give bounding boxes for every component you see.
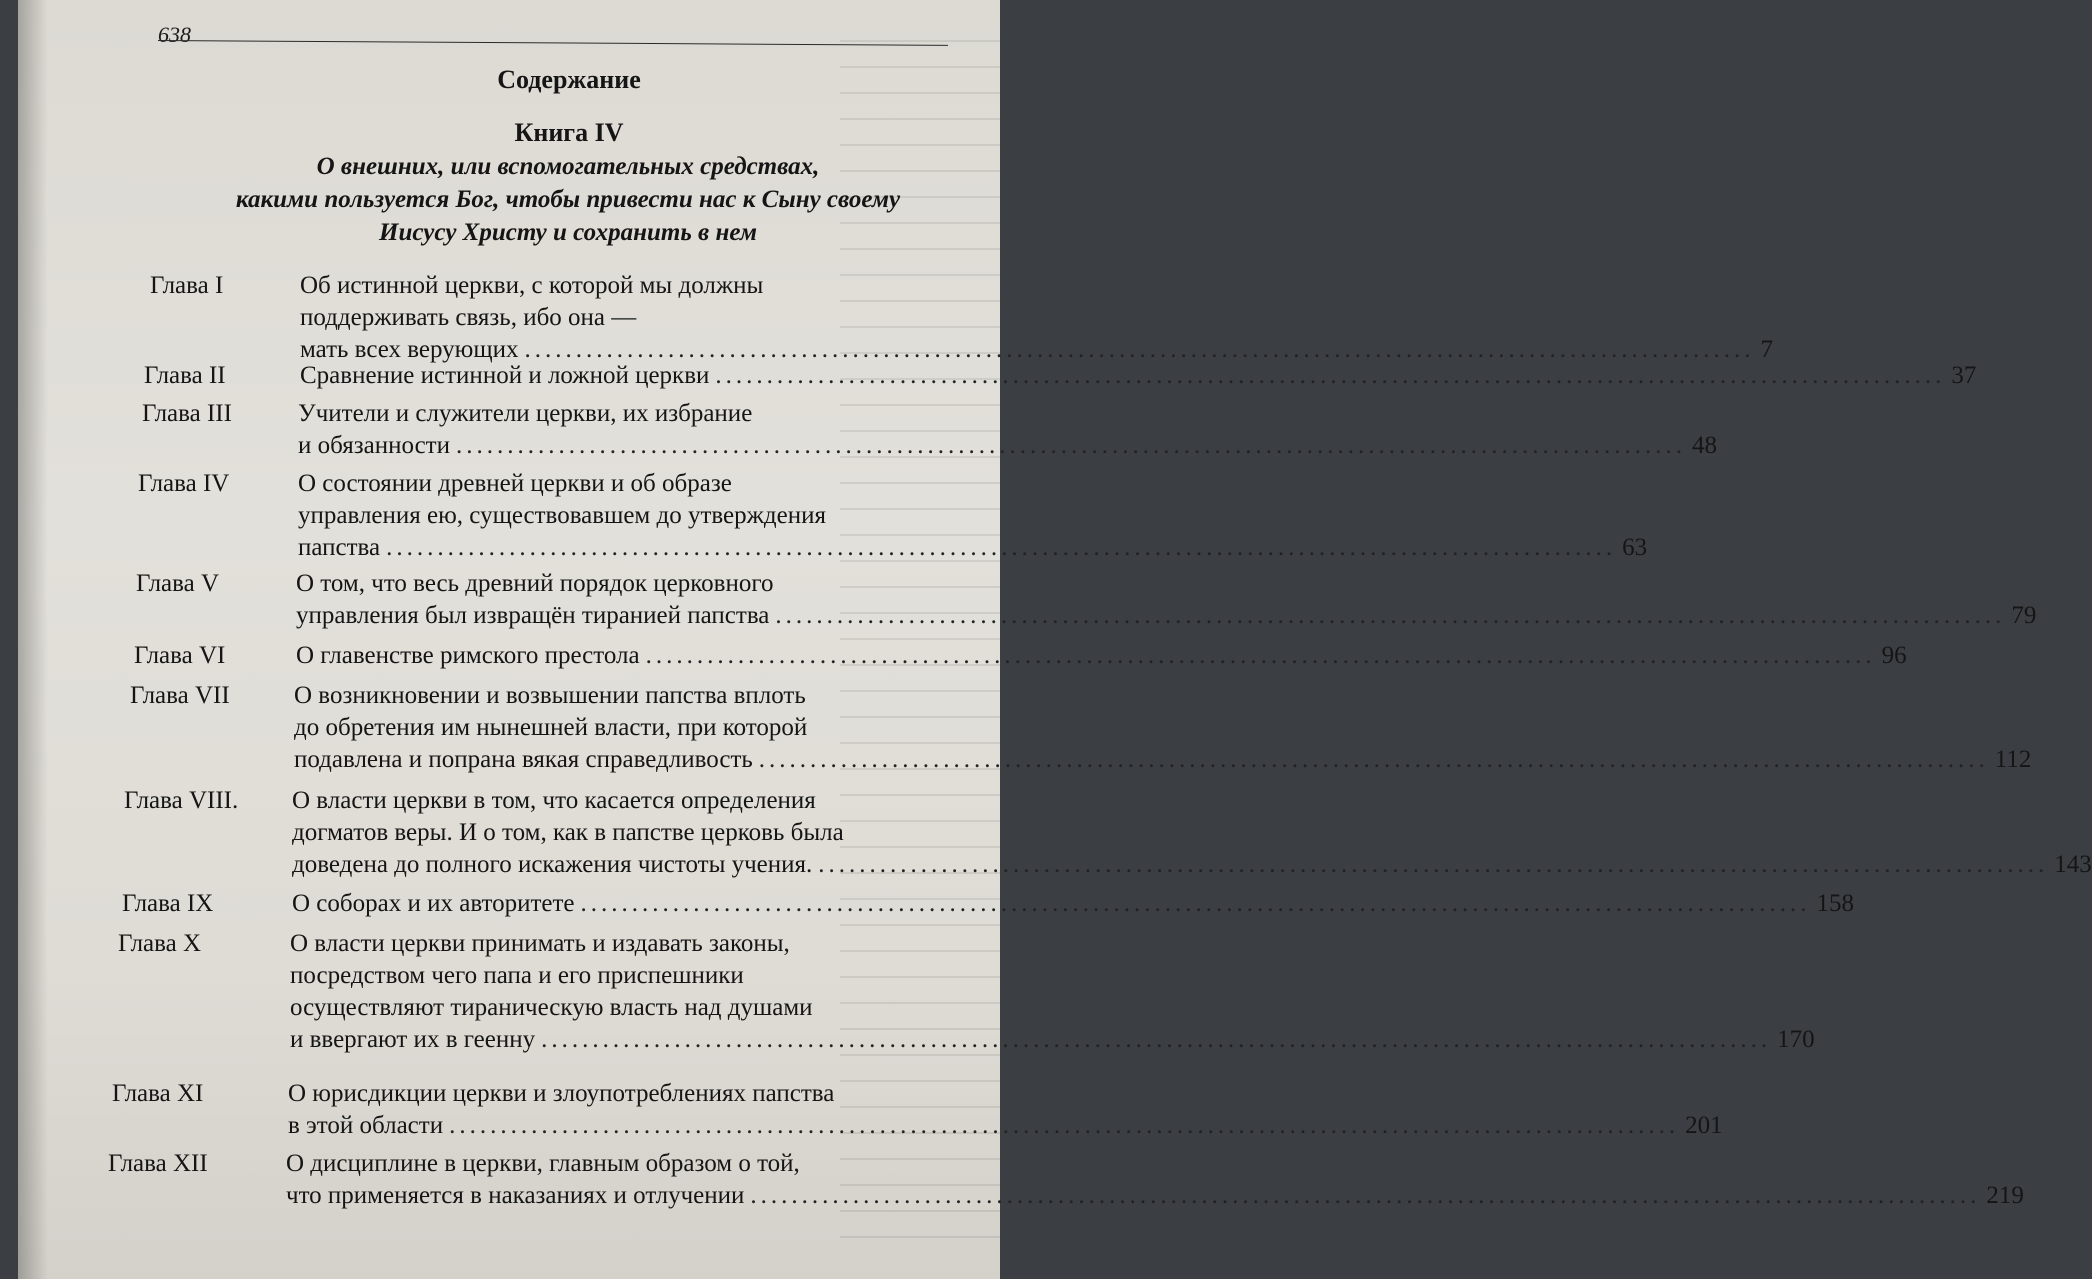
chapter-page-number: 170 [1777, 1026, 1815, 1053]
subtitle-line: О внешних, или вспомогательных средствах, [316, 153, 820, 180]
chapter-entry [300, 270, 1773, 366]
chapter-label: Глава X [118, 930, 202, 957]
chapter-title-last-line [298, 532, 1648, 564]
chapter-title-last-line [296, 640, 1907, 672]
chapter-title-line: мать всех верующих [300, 336, 519, 363]
chapter-title-line: поддерживать связь, ибо она — [300, 304, 637, 331]
chapter-label: Глава XI [112, 1080, 204, 1107]
chapter-title-line: осуществляют тираническую власть над душами [290, 994, 813, 1021]
chapter-page-number: 48 [1691, 432, 1717, 459]
dot-leader: ........................................................................................................................ [580, 890, 1811, 917]
chapter-title-line: Учители и служители церкви, их избрание [298, 400, 753, 427]
chapter-title-line: управления был извращён тиранией папства [296, 602, 770, 629]
book-title: Книга IV [514, 118, 624, 147]
chapter-label: Глава II [144, 362, 226, 389]
chapter-entry [296, 640, 1907, 672]
chapter-title-line: и ввергают их в геенну [290, 1026, 536, 1053]
chapter-label: Глава V [136, 570, 220, 597]
chapter-entry [298, 468, 1648, 564]
chapter-entry [298, 398, 1717, 462]
chapter-page-number: 158 [1816, 890, 1855, 917]
chapter-entry [288, 1078, 1723, 1142]
page-number: 638 [158, 22, 191, 47]
book-page [18, 0, 2092, 1279]
chapter-page-number: 96 [1881, 642, 1907, 669]
chapter-label: Глава XII [108, 1150, 208, 1177]
chapter-title-last-line [292, 888, 1855, 920]
chapter-title-last-line [296, 600, 2037, 632]
dot-leader: ........................................................................................................................ [758, 746, 1989, 773]
chapter-title-line: посредством чего папа и его приспешники [290, 962, 744, 989]
chapter-page-number: 201 [1685, 1112, 1723, 1139]
chapter-page-number: 112 [1994, 746, 2032, 773]
chapter-title-last-line [288, 1110, 1723, 1142]
chapter-label: Глава VIII. [124, 787, 239, 814]
table-of-contents [18, 0, 2092, 1279]
chapter-title-line: О состоянии древней церкви и об образе [298, 470, 732, 497]
chapter-title-line: О власти церкви в том, что касается определения [292, 787, 816, 814]
dot-leader: ........................................................................................................................ [524, 336, 1755, 363]
chapter-title-line: догматов веры. И о том, как в папстве церковь была [292, 819, 844, 846]
dot-leader: ........................................................................................................................ [455, 432, 1686, 459]
chapter-title-line: что применяется в наказаниях и отлучении [286, 1182, 745, 1209]
chapter-page-number: 143 [2054, 851, 2092, 878]
dot-leader: ........................................................................................................................ [541, 1026, 1772, 1053]
chapter-title-line: управления ею, существовавшем до утверждения [298, 502, 826, 529]
chapter-title-last-line [300, 360, 1977, 392]
chapter-title-last-line [294, 744, 2032, 776]
chapter-title-last-line [290, 1024, 1815, 1056]
chapter-title-line: О возникновении и возвышении папства вплоть [294, 682, 806, 709]
contents-title: Содержание [497, 65, 641, 94]
dot-leader: ........................................................................................................................ [645, 642, 1876, 669]
subtitle-line: Иисусу Христу и сохранить в нем [379, 219, 757, 246]
chapter-page-number: 79 [2011, 602, 2037, 629]
chapter-page-number: 7 [1760, 336, 1773, 363]
chapter-label: Глава I [150, 272, 224, 299]
chapter-title-last-line [292, 849, 2092, 881]
chapter-page-number: 37 [1951, 362, 1977, 389]
chapter-entry [296, 568, 2037, 632]
chapter-entry [292, 785, 2092, 881]
chapter-entry [290, 928, 1815, 1056]
chapter-title-line: и обязанности [298, 432, 450, 459]
chapter-entry [294, 680, 2032, 776]
chapter-title-line: О дисциплине в церкви, главным образом о той, [286, 1150, 800, 1177]
chapter-page-number: 219 [1986, 1182, 2024, 1209]
dot-leader: ........................................................................................................................ [715, 362, 1946, 389]
chapter-title-last-line [298, 430, 1717, 462]
chapter-entry [300, 360, 1977, 392]
chapter-entry [286, 1148, 2024, 1212]
chapter-title-line: папства [298, 534, 381, 561]
chapter-entry [292, 888, 1855, 920]
chapter-title-line: О власти церкви принимать и издавать законы, [290, 930, 790, 957]
chapter-title-line: О главенстве римского престола [296, 642, 640, 669]
dot-leader: ........................................................................................................................ [818, 851, 2049, 878]
chapter-title-line: О соборах и их авторитете [292, 890, 575, 917]
subtitle-line: какими пользуется Бог, чтобы привести нас к Сыну своему [235, 186, 901, 213]
chapter-page-number: 63 [1622, 534, 1648, 561]
dot-leader: ........................................................................................................................ [750, 1182, 1981, 1209]
chapter-title-line: О том, что весь древний порядок церковного [296, 570, 774, 597]
chapter-label: Глава VII [130, 682, 230, 709]
chapter-title-line: доведена до полного искажения чистоты учения. [292, 851, 813, 878]
chapter-title-line: Сравнение истинной и ложной церкви [300, 362, 710, 389]
chapter-title-line: О юрисдикции церкви и злоупотреблениях папства [288, 1080, 835, 1107]
chapter-label: Глава VI [134, 642, 226, 669]
chapter-label: Глава IV [138, 470, 230, 497]
dot-leader: ........................................................................................................................ [386, 534, 1617, 561]
chapter-title-line: до обретения им нынешней власти, при которой [294, 714, 808, 741]
chapter-title-last-line [286, 1180, 2024, 1212]
chapter-label: Глава III [142, 400, 232, 427]
chapter-title-line: в этой области [288, 1112, 444, 1139]
dot-leader: ........................................................................................................................ [449, 1112, 1680, 1139]
chapter-label: Глава IX [122, 890, 214, 917]
dot-leader: ........................................................................................................................ [775, 602, 2006, 629]
chapter-title-line: Об истинной церкви, с которой мы должны [300, 272, 764, 299]
chapter-title-line: подавлена и попрана вякая справедливость [294, 746, 753, 773]
